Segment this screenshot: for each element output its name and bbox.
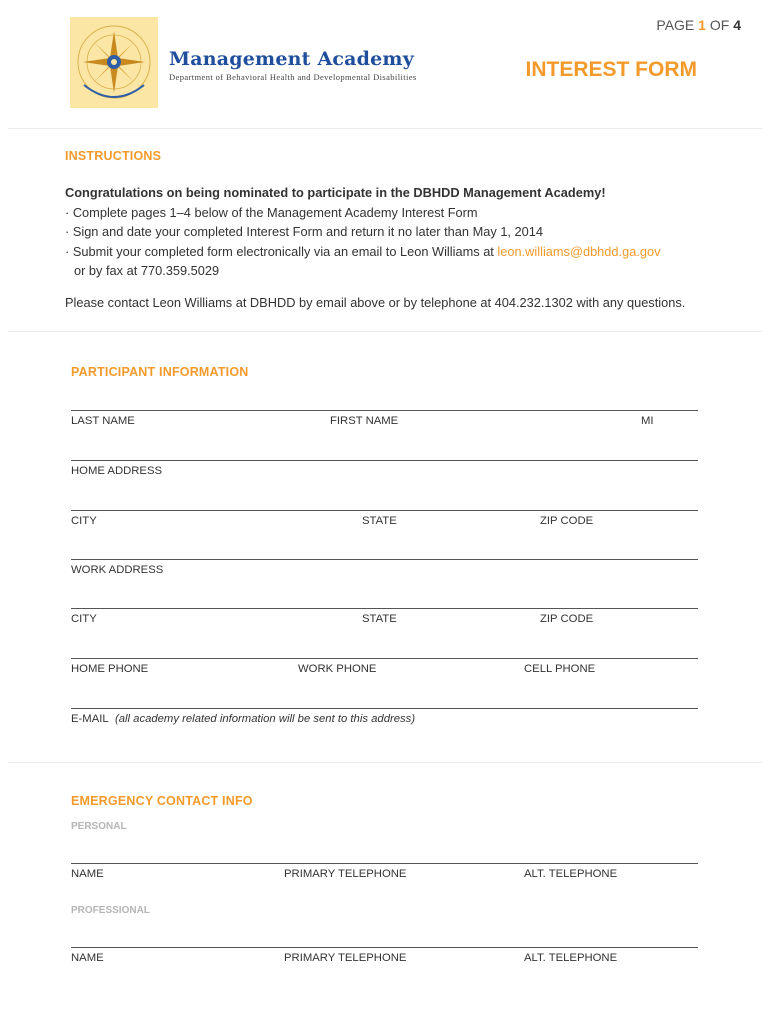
- alt-telephone-label: ALT. TELEPHONE: [524, 952, 618, 964]
- page-indicator: [656, 17, 741, 33]
- emergency-heading: EMERGENCY CONTACT INFO: [71, 794, 253, 808]
- work-phone-label: WORK PHONE: [298, 663, 377, 675]
- email-link[interactable]: leon.williams@dbhdd.ga.gov: [497, 243, 661, 259]
- first-name-label: FIRST NAME: [330, 415, 399, 427]
- contact-text: Please contact Leon Williams at DBHDD by email above or by telephone at 404.232.1302 with any questions.: [65, 295, 686, 310]
- work-address-line[interactable]: [71, 559, 698, 560]
- email-line[interactable]: [71, 708, 698, 709]
- instructions-heading: INSTRUCTIONS: [65, 149, 162, 163]
- instruction-text: · Submit your completed form electronically via an email to Leon Williams at: [65, 243, 498, 259]
- email-note: (all academy related information will be sent to this address): [114, 713, 416, 725]
- instruction-item: [65, 242, 725, 262]
- name-label: NAME: [71, 952, 104, 964]
- instruction-item: · Sign and date your completed Interest Form and return it no later than May 1, 2014: [65, 224, 544, 239]
- primary-telephone-label: PRIMARY TELEPHONE: [284, 868, 407, 880]
- work-address-label: WORK ADDRESS: [71, 564, 164, 576]
- instruction-item: · Complete pages 1–4 below of the Management Academy Interest Form: [65, 204, 478, 220]
- professional-contact-line[interactable]: [71, 947, 698, 948]
- name-line[interactable]: [71, 410, 698, 411]
- form-title: INTEREST FORM: [525, 58, 697, 81]
- alt-telephone-label: ALT. TELEPHONE: [524, 868, 618, 880]
- participant-heading: PARTICIPANT INFORMATION: [71, 365, 249, 379]
- home-address-line[interactable]: [71, 460, 698, 461]
- divider: [8, 762, 762, 763]
- city-label: CITY: [71, 515, 97, 527]
- instruction-continuation: or by fax at 770.359.5029: [74, 263, 220, 278]
- primary-telephone-label: PRIMARY TELEPHONE: [284, 952, 407, 964]
- instructions-lead: Congratulations on being nominated to participate in the DBHDD Management Academy!: [65, 185, 606, 200]
- instructions-body: [65, 183, 725, 281]
- divider: [8, 128, 762, 129]
- page-prefix: PAGE: [656, 17, 699, 33]
- personal-contact-line[interactable]: [71, 863, 698, 864]
- divider: [8, 331, 762, 332]
- org-title: Management Academy: [169, 48, 414, 70]
- city-label: CITY: [71, 613, 97, 625]
- compass-logo-icon: [70, 17, 158, 108]
- name-label: NAME: [71, 868, 104, 880]
- cell-phone-label: CELL PHONE: [524, 663, 596, 675]
- email-label: [71, 713, 415, 725]
- org-subtitle: Department of Behavioral Health and Developmental Disabilities: [169, 72, 417, 82]
- page-total: 4: [733, 17, 741, 33]
- email-label-text: E-MAIL: [71, 713, 109, 725]
- home-phone-label: HOME PHONE: [71, 663, 149, 675]
- last-name-label: LAST NAME: [71, 415, 135, 427]
- state-label: STATE: [362, 515, 397, 527]
- home-address-label: HOME ADDRESS: [71, 465, 163, 477]
- personal-subheading: PERSONAL: [71, 821, 127, 832]
- zip-code-label: ZIP CODE: [540, 613, 594, 625]
- home-city-line[interactable]: [71, 510, 698, 511]
- zip-code-label: ZIP CODE: [540, 515, 594, 527]
- phone-line[interactable]: [71, 658, 698, 659]
- mi-label: MI: [641, 415, 654, 427]
- page-middle: OF: [705, 17, 734, 33]
- state-label: STATE: [362, 613, 397, 625]
- professional-subheading: PROFESSIONAL: [71, 905, 150, 916]
- work-city-line[interactable]: [71, 608, 698, 609]
- page-current: 1: [698, 17, 706, 33]
